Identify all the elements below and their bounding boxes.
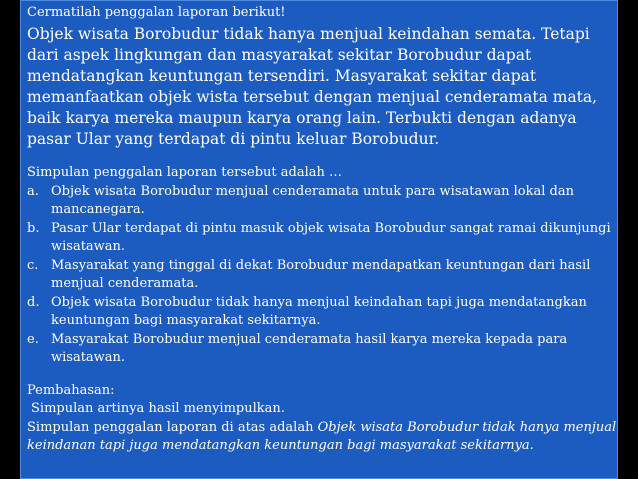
question-text: Simpulan penggalan laporan tersebut adalah … [27,165,343,180]
report-passage: Objek wisata Borobudur tidak hanya menjual keindahan semata. Tetapi dari aspek lingkungan dan masyarakat sekitar Borobudur dapat mendatangkan keuntungan tersendiri. Masyarakat sekitar dapat memanfaatkan objek wista tersebut dengan menjual cenderamata mata, baik karya mereka maupun karya orang lain. Terbukti dengan adanya pasar Ular yang terdapat di pintu keluar Borobudur. [27,25,598,148]
option-letter: d. [27,294,40,310]
discussion-line-1: Simpulan artinya hasil menyimpulkan. [31,401,285,416]
option-letter: b. [27,220,40,236]
option-text: Objek wisata Borobudur tidak hanya menjual keindahan tapi juga mendatangkan keuntungan bagi masyarakat sekitarnya. [51,294,587,328]
spacer [27,368,617,382]
option-e [27,331,617,368]
option-text: Objek wisata Borobudur menjual cenderamata untuk para wisatawan lokal dan mancanegara. [51,183,574,217]
option-letter: e. [27,331,39,347]
option-letter: c. [27,257,39,273]
option-text: Masyarakat yang tinggal di dekat Borobudur mendapatkan keuntungan dari hasil menjual cenderamata. [51,257,591,291]
discussion-answer: Objek wisata Borobudur tidak hanya menjual keindanan tapi juga mendatangkan keuntungan bagi masyarakat sekitarnya. [27,419,617,453]
option-text: Masyarakat Borobudur menjual cenderamata hasil karya mereka kepada para wisatawan. [51,331,568,365]
option-letter: a. [27,183,39,199]
instruction-text: Cermatilah penggalan laporan berikut! [27,5,286,20]
spacer [27,150,617,164]
option-b [27,220,617,257]
discussion-line-2 [27,419,617,456]
discussion-prefix: Simpulan penggalan laporan di atas adalah [27,419,318,435]
option-c [27,257,617,294]
option-a [27,183,617,220]
discussion-heading: Pembahasan: [27,382,115,398]
option-text: Pasar Ular terdapat di pintu masuk objek wisata Borobudur sangat ramai dikunjungi wisatawan. [51,220,611,254]
answer-options [27,183,617,368]
panel-content [27,4,617,456]
option-d [27,294,617,331]
question-panel [20,0,618,479]
